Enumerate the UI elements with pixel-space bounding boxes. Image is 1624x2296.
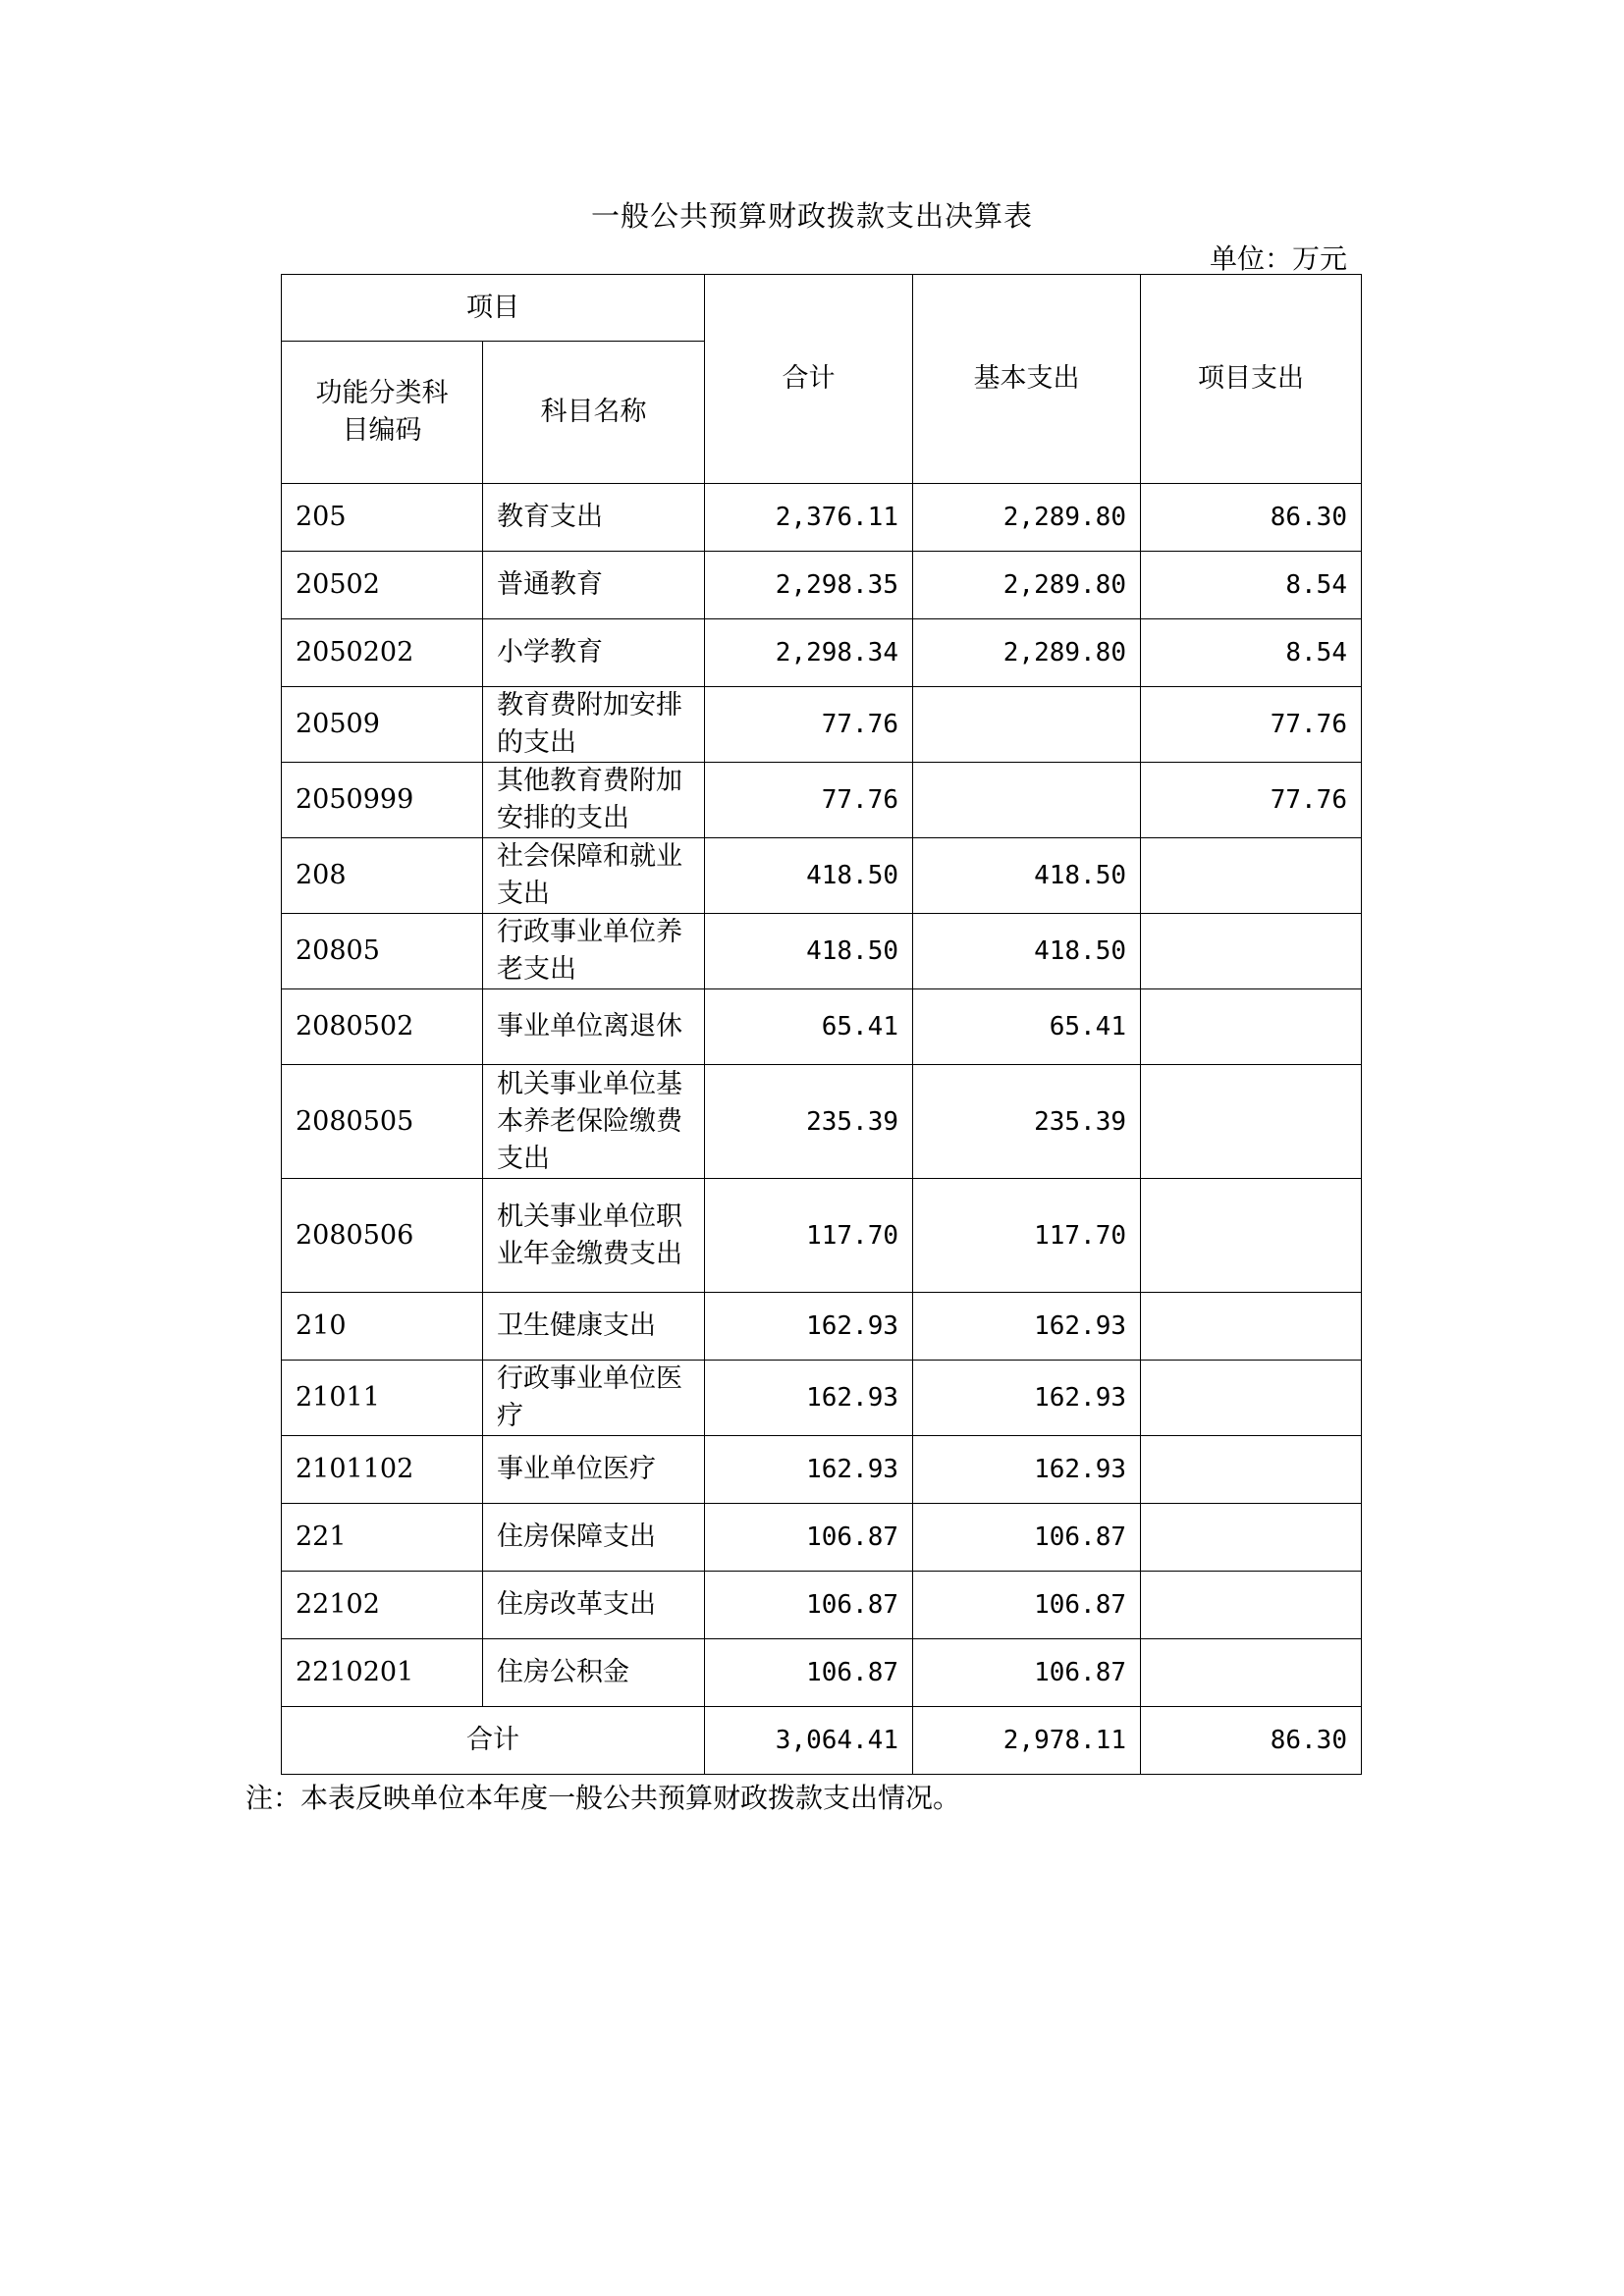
header-name: 科目名称 bbox=[483, 342, 705, 484]
row-total: 418.50 bbox=[705, 838, 913, 914]
total-basic: 2,978.11 bbox=[913, 1707, 1141, 1775]
row-project bbox=[1141, 1639, 1362, 1707]
row-code: 2080502 bbox=[282, 989, 483, 1065]
table-row bbox=[282, 1436, 1362, 1504]
page-title: 一般公共预算财政拨款支出决算表 bbox=[590, 199, 1033, 233]
total-label: 合计 bbox=[282, 1707, 705, 1775]
row-total: 162.93 bbox=[705, 1361, 913, 1436]
row-basic: 106.87 bbox=[913, 1504, 1141, 1572]
table-row bbox=[282, 1639, 1362, 1707]
table-row bbox=[282, 1065, 1362, 1179]
row-project bbox=[1141, 838, 1362, 914]
total-project: 86.30 bbox=[1141, 1707, 1362, 1775]
row-code: 21011 bbox=[282, 1361, 483, 1436]
row-code: 208 bbox=[282, 838, 483, 914]
table-body bbox=[282, 484, 1362, 1707]
row-basic: 2,289.80 bbox=[913, 552, 1141, 619]
row-total: 106.87 bbox=[705, 1572, 913, 1639]
unit-label: 单位：万元 bbox=[1209, 242, 1347, 275]
row-name: 小学教育 bbox=[483, 619, 705, 687]
row-total: 162.93 bbox=[705, 1293, 913, 1361]
row-name: 其他教育费附加安排的支出 bbox=[483, 763, 705, 838]
row-name: 机关事业单位基本养老保险缴费支出 bbox=[483, 1065, 705, 1179]
header-total: 合计 bbox=[705, 275, 913, 484]
header-code: 功能分类科目编码 bbox=[282, 342, 483, 484]
table-row bbox=[282, 552, 1362, 619]
row-total: 235.39 bbox=[705, 1065, 913, 1179]
row-project: 86.30 bbox=[1141, 484, 1362, 552]
row-total: 117.70 bbox=[705, 1179, 913, 1293]
row-code: 20509 bbox=[282, 687, 483, 763]
row-code: 20805 bbox=[282, 914, 483, 989]
table-row bbox=[282, 619, 1362, 687]
row-total: 2,376.11 bbox=[705, 484, 913, 552]
row-code: 2080505 bbox=[282, 1065, 483, 1179]
total-total: 3,064.41 bbox=[705, 1707, 913, 1775]
row-total: 2,298.35 bbox=[705, 552, 913, 619]
row-total: 418.50 bbox=[705, 914, 913, 989]
row-code: 2210201 bbox=[282, 1639, 483, 1707]
row-name: 住房公积金 bbox=[483, 1639, 705, 1707]
row-basic: 235.39 bbox=[913, 1065, 1141, 1179]
row-name: 事业单位离退休 bbox=[483, 989, 705, 1065]
row-project bbox=[1141, 1436, 1362, 1504]
row-project bbox=[1141, 1065, 1362, 1179]
row-total: 2,298.34 bbox=[705, 619, 913, 687]
row-project: 77.76 bbox=[1141, 763, 1362, 838]
row-basic: 162.93 bbox=[913, 1361, 1141, 1436]
row-code: 221 bbox=[282, 1504, 483, 1572]
row-name: 教育费附加安排的支出 bbox=[483, 687, 705, 763]
row-name: 住房保障支出 bbox=[483, 1504, 705, 1572]
table-row bbox=[282, 1504, 1362, 1572]
row-name: 教育支出 bbox=[483, 484, 705, 552]
row-project bbox=[1141, 1572, 1362, 1639]
row-name: 住房改革支出 bbox=[483, 1572, 705, 1639]
row-total: 77.76 bbox=[705, 763, 913, 838]
header-project: 项目支出 bbox=[1141, 275, 1362, 484]
footnote: 注：本表反映单位本年度一般公共预算财政拨款支出情况。 bbox=[245, 1782, 961, 1814]
row-basic: 2,289.80 bbox=[913, 619, 1141, 687]
table-row bbox=[282, 914, 1362, 989]
row-basic: 162.93 bbox=[913, 1293, 1141, 1361]
row-basic: 418.50 bbox=[913, 838, 1141, 914]
budget-table bbox=[281, 274, 1362, 1775]
row-project bbox=[1141, 1504, 1362, 1572]
row-basic: 418.50 bbox=[913, 914, 1141, 989]
table-row bbox=[282, 1361, 1362, 1436]
header-item: 项目 bbox=[282, 275, 705, 342]
header-basic: 基本支出 bbox=[913, 275, 1141, 484]
row-code: 2101102 bbox=[282, 1436, 483, 1504]
row-total: 106.87 bbox=[705, 1504, 913, 1572]
row-name: 普通教育 bbox=[483, 552, 705, 619]
row-basic: 162.93 bbox=[913, 1436, 1141, 1504]
row-project bbox=[1141, 1179, 1362, 1293]
row-code: 2050202 bbox=[282, 619, 483, 687]
row-code: 22102 bbox=[282, 1572, 483, 1639]
row-project: 8.54 bbox=[1141, 619, 1362, 687]
row-project bbox=[1141, 914, 1362, 989]
row-basic: 2,289.80 bbox=[913, 484, 1141, 552]
row-code: 2050999 bbox=[282, 763, 483, 838]
row-project: 77.76 bbox=[1141, 687, 1362, 763]
row-code: 20502 bbox=[282, 552, 483, 619]
row-name: 社会保障和就业支出 bbox=[483, 838, 705, 914]
row-total: 77.76 bbox=[705, 687, 913, 763]
table-row bbox=[282, 484, 1362, 552]
row-total: 65.41 bbox=[705, 989, 913, 1065]
table-row bbox=[282, 989, 1362, 1065]
row-total: 106.87 bbox=[705, 1639, 913, 1707]
row-basic: 117.70 bbox=[913, 1179, 1141, 1293]
total-row bbox=[282, 1707, 1362, 1775]
row-project bbox=[1141, 1293, 1362, 1361]
row-code: 210 bbox=[282, 1293, 483, 1361]
row-basic: 106.87 bbox=[913, 1639, 1141, 1707]
table-row bbox=[282, 838, 1362, 914]
row-project: 8.54 bbox=[1141, 552, 1362, 619]
row-name: 事业单位医疗 bbox=[483, 1436, 705, 1504]
row-basic: 65.41 bbox=[913, 989, 1141, 1065]
row-name: 行政事业单位养老支出 bbox=[483, 914, 705, 989]
table-row bbox=[282, 1572, 1362, 1639]
table-row bbox=[282, 1293, 1362, 1361]
table-row bbox=[282, 687, 1362, 763]
row-total: 162.93 bbox=[705, 1436, 913, 1504]
row-basic: 106.87 bbox=[913, 1572, 1141, 1639]
row-name: 卫生健康支出 bbox=[483, 1293, 705, 1361]
row-project bbox=[1141, 989, 1362, 1065]
row-basic bbox=[913, 687, 1141, 763]
row-name: 机关事业单位职业年金缴费支出 bbox=[483, 1179, 705, 1293]
row-code: 205 bbox=[282, 484, 483, 552]
table-row bbox=[282, 1179, 1362, 1293]
row-project bbox=[1141, 1361, 1362, 1436]
row-code: 2080506 bbox=[282, 1179, 483, 1293]
table-row bbox=[282, 763, 1362, 838]
row-name: 行政事业单位医疗 bbox=[483, 1361, 705, 1436]
row-basic bbox=[913, 763, 1141, 838]
